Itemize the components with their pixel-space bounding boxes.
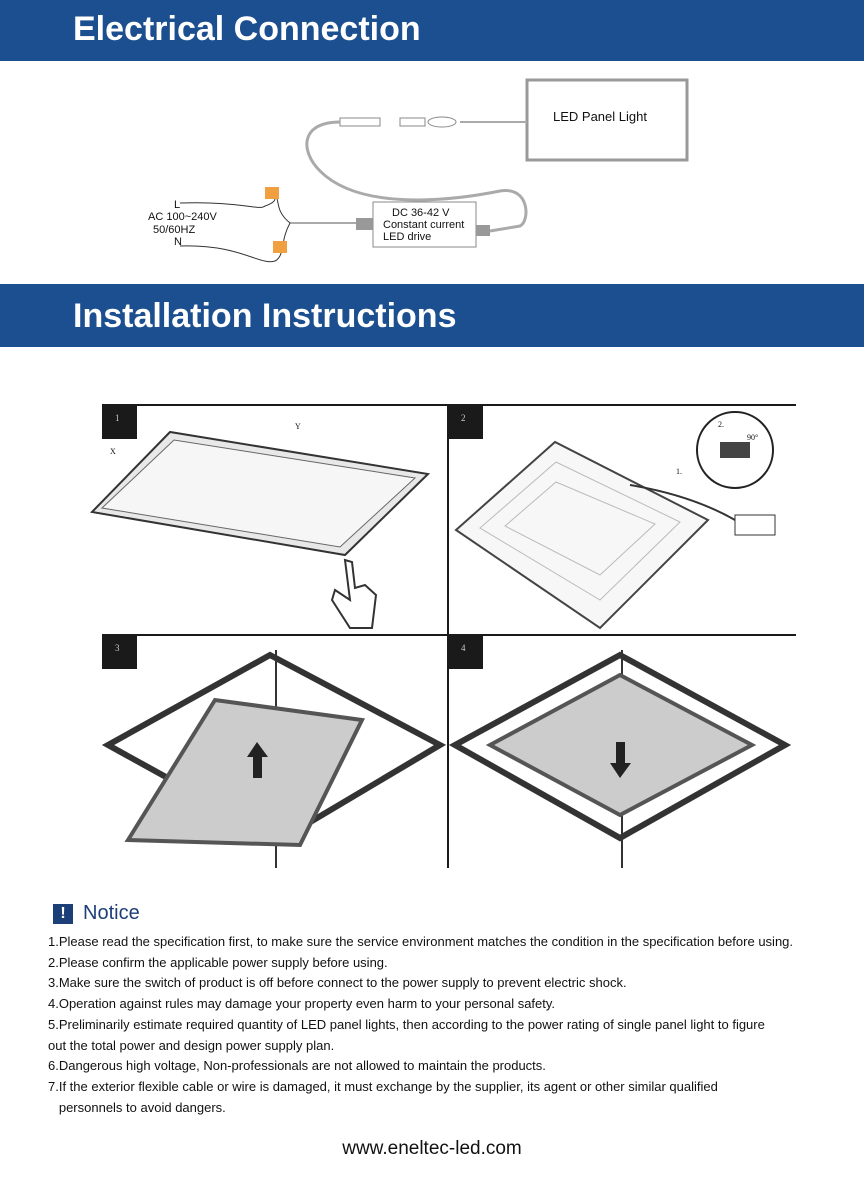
- footer-url[interactable]: www.eneltec-led.com: [342, 1138, 522, 1159]
- l-label: L: [174, 199, 181, 211]
- notice-item: 2.Please confirm the applicable power supply before using.: [48, 954, 388, 970]
- step3-ceiling-illustration: [108, 650, 440, 868]
- callout-2: 2.: [718, 420, 724, 429]
- step1-panel-illustration: [92, 432, 428, 628]
- driver-illustration: [735, 515, 775, 535]
- notice-item: 4.Operation against rules may damage your property even harm to your personal safety.: [48, 996, 556, 1012]
- notice-heading: [53, 902, 140, 925]
- driver-voltage: DC 36-42 V: [392, 207, 450, 219]
- dimension-y: Y: [295, 422, 301, 431]
- angle-label: 90°: [747, 433, 759, 442]
- step-2-badge: 2: [448, 405, 483, 439]
- hz-label: 50/60HZ: [153, 224, 196, 236]
- step-1-badge: 1: [102, 405, 137, 439]
- dimension-x: X: [110, 447, 116, 456]
- step4-ceiling-illustration: [455, 650, 785, 868]
- notice-item: 7.If the exterior flexible cable or wire is damaged, it must exchange by the supplier, its agent or other similar qualified: [48, 1078, 718, 1094]
- step-3-badge: 3: [102, 635, 137, 669]
- driver-name: LED drive: [383, 231, 432, 243]
- notice-item: 1.Please read the specification first, to make sure the service environment matches the condition in the specification before using.: [48, 934, 794, 949]
- exclamation-icon: !: [53, 904, 73, 924]
- notice-item: 6.Dangerous high voltage, Non-professionals are not allowed to maintain the products.: [48, 1058, 546, 1074]
- electrical-connection-header: Electrical Connection: [0, 0, 864, 61]
- notice-title: Notice: [83, 902, 140, 924]
- hand-icon: [332, 560, 376, 628]
- notice-item: 5.Preliminarily estimate required quantity of LED panel lights, then according to the power rating of single panel light to figure: [48, 1016, 765, 1032]
- notice-item: out the total power and design power supply plan.: [48, 1037, 335, 1053]
- callout-1: 1.: [676, 467, 682, 476]
- driver-type: Constant current: [383, 219, 465, 231]
- ac-label: AC 100~240V: [148, 211, 217, 223]
- n-label: N: [174, 236, 182, 248]
- step2-panel-illustration: [456, 412, 775, 628]
- led-panel-label: LED Panel Light: [553, 109, 647, 124]
- notice-item: personnels to avoid dangers.: [48, 1099, 226, 1115]
- notice-list: [48, 932, 793, 1118]
- installation-instructions-header: Installation Instructions: [0, 284, 864, 347]
- step-4-badge: 4: [448, 635, 483, 669]
- notice-item: 3.Make sure the switch of product is off before connect to the power supply to prevent electric shock.: [48, 975, 627, 991]
